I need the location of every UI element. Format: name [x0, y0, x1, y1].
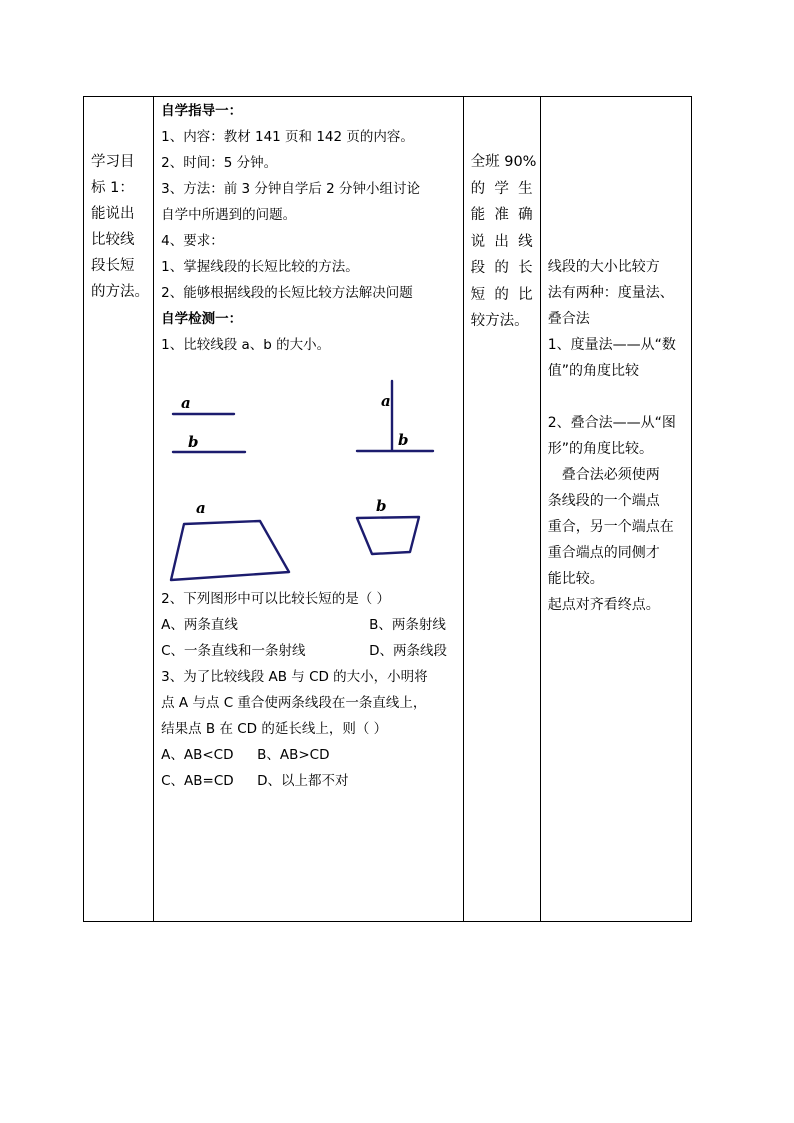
q2-option-a: A、两条直线 [161, 617, 238, 633]
guide-item: 4、要求： [161, 233, 224, 249]
question-3-line: 3、为了比较线段 AB 与 CD 的大小，小明将 [161, 669, 428, 685]
summary-line: 2、叠合法——从“图 [547, 415, 676, 431]
objective-line: 比较线 [91, 232, 135, 248]
summary-gap [548, 384, 691, 410]
guide-item: 1、内容：教材 141 页和 142 页的内容。 [161, 129, 414, 145]
q2-option-d: D、两条线段 [369, 643, 448, 659]
label-b4: b [376, 497, 387, 515]
q2-options-row [161, 638, 463, 664]
lesson-table [83, 96, 692, 922]
q3-option-d: D、以上都不对 [257, 773, 349, 789]
q2-option-b: B、两条射线 [369, 617, 446, 633]
trapezoid-small [357, 517, 419, 554]
q2-options-row [161, 612, 463, 638]
summary-line: 起点对齐看终点。 [547, 597, 660, 613]
guide-item: 自学中所遇到的问题。 [161, 207, 297, 223]
assessment-cell [463, 97, 540, 922]
summary-line: 叠合法必须使两 [547, 467, 660, 483]
label-b2: b [398, 431, 409, 449]
objective-line: 标 1： [91, 180, 134, 196]
label-b1: b [188, 433, 199, 451]
objective-line: 段长短 [91, 258, 135, 274]
summary-cell [540, 97, 691, 922]
q3-options-row [161, 768, 463, 794]
assessment-line: 较方法。 [470, 313, 529, 329]
summary-line: 重合，另一个端点在 [547, 519, 674, 535]
content-cell [154, 97, 464, 922]
assessment-line: 全班 90% [470, 154, 537, 170]
summary-line: 形”的角度比较。 [547, 441, 653, 457]
question-2: 2、下列图形中可以比较长短的是（ ） [161, 591, 390, 607]
summary-line: 叠合法 [547, 311, 590, 327]
assessment-line: 短 的 比 [470, 286, 533, 303]
guide-item: 2、能够根据线段的长短比较方法解决问题 [161, 285, 413, 301]
question-3-line: 结果点 B 在 CD 的延长线上，则（ ） [161, 721, 388, 737]
guide-item: 2、时间：5 分钟。 [161, 155, 278, 171]
segment-figures [161, 358, 461, 586]
q2-option-c: C、一条直线和一条射线 [161, 643, 306, 659]
objective-line: 学习目 [91, 154, 135, 170]
guide-title: 自学指导一： [161, 103, 243, 119]
q3-option-c: C、AB=CD [161, 773, 234, 789]
q3-option-a: A、AB<CD [161, 747, 234, 763]
objective-cell [84, 97, 154, 922]
label-a1: a [181, 394, 191, 412]
q3-option-b: B、AB>CD [257, 747, 330, 763]
summary-line: 重合端点的同侧才 [547, 545, 660, 561]
summary-line: 线段的大小比较方 [547, 259, 660, 275]
label-a2: a [381, 392, 391, 410]
summary-line: 条线段的一个端点 [547, 493, 660, 509]
assessment-line: 能 准 确 [470, 207, 533, 223]
test-title: 自学检测一： [161, 311, 243, 327]
q3-options-row [161, 742, 463, 768]
summary-line: 法有两种：度量法、 [547, 285, 674, 301]
summary-line: 能比较。 [547, 571, 604, 587]
guide-item: 3、方法：前 3 分钟自学后 2 分钟小组讨论 [161, 181, 421, 197]
figure-area [161, 358, 461, 586]
objective-line: 能说出 [91, 206, 135, 222]
guide-item: 1、掌握线段的长短比较的方法。 [161, 259, 359, 275]
assessment-line: 说 出 线 [470, 233, 533, 250]
summary-line: 值”的角度比较 [547, 363, 639, 379]
question-1: 1、比较线段 a、b 的大小。 [161, 337, 331, 353]
summary-line: 1、度量法——从“数 [547, 337, 676, 353]
assessment-line: 的 学 生 [470, 180, 533, 197]
question-3-line: 点 A 与点 C 重合使两条线段在一条直线上， [161, 695, 427, 711]
trapezoid-large [171, 521, 289, 580]
label-a3: a [196, 499, 206, 517]
objective-line: 的方法。 [91, 284, 149, 300]
assessment-line: 段 的 长 [470, 260, 533, 276]
